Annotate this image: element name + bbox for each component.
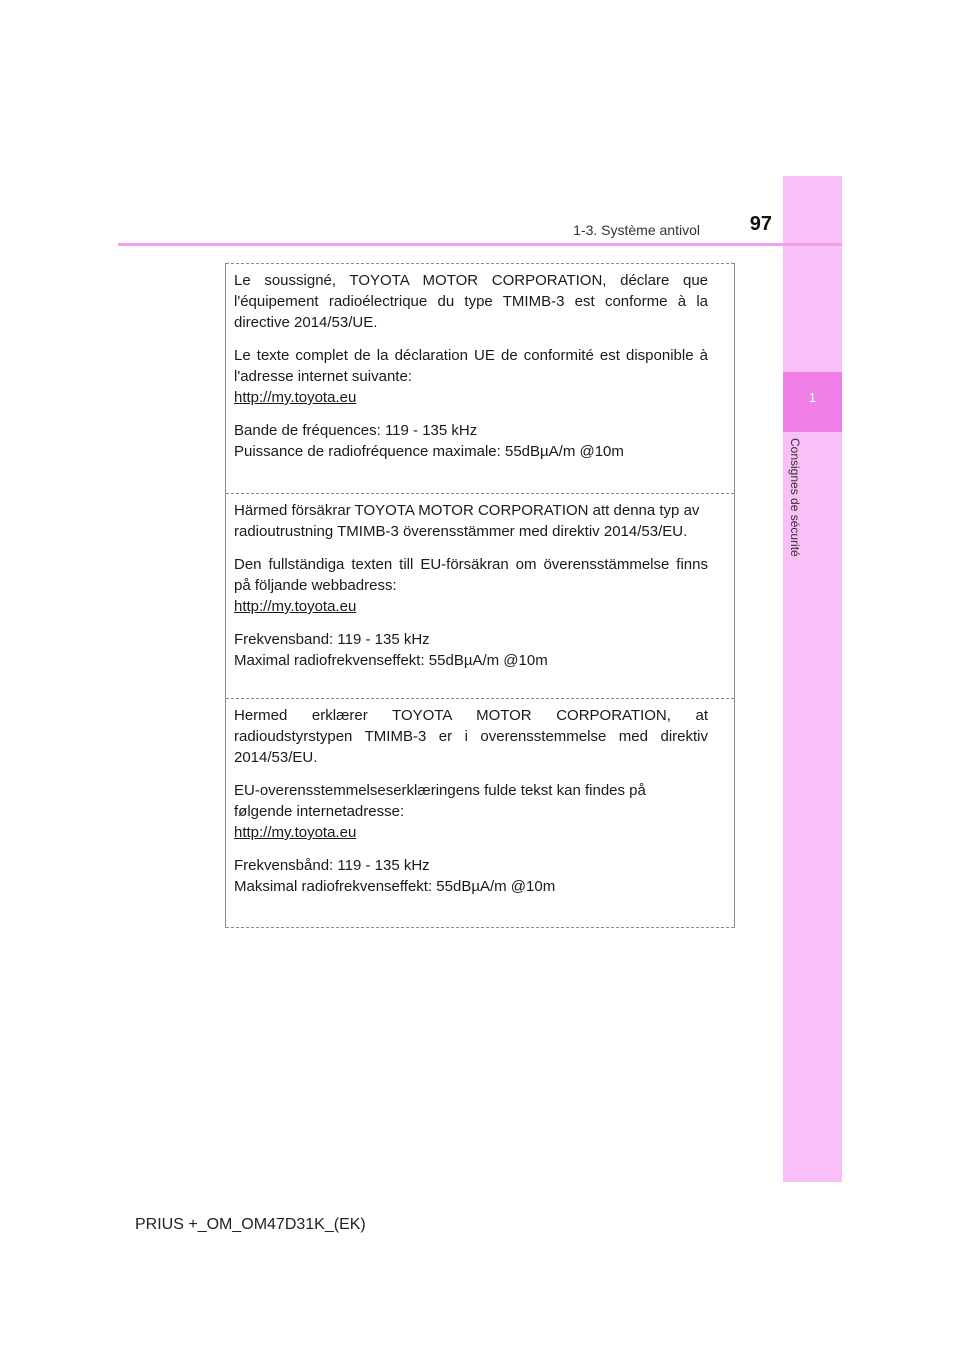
declaration-section-da bbox=[226, 698, 734, 928]
availability-text: Le texte complet de la déclaration UE de conformité est disponible à l'adresse internet suivante: bbox=[234, 347, 708, 385]
chapter-side-tab bbox=[783, 176, 842, 1182]
specs-block bbox=[234, 855, 708, 897]
declaration-text: Hermed erklærer TOYOTA MOTOR CORPORATION, at radioudstyrstypen TMIMB-3 er i overensstemmelse med direktiv 2014/53/EU. bbox=[234, 707, 708, 766]
frequency-band: Bande de fréquences: 119 - 135 kHz bbox=[234, 422, 478, 439]
declaration-url-link[interactable]: http://my.toyota.eu bbox=[234, 389, 357, 406]
page-number: 97 bbox=[749, 213, 772, 235]
document-id: PRIUS +_OM_OM47D31K_(EK) bbox=[135, 1216, 366, 1233]
max-power: Maximal radiofrekvenseffekt: 55dBµA/m @10m bbox=[234, 652, 548, 669]
declaration-url-link[interactable]: http://my.toyota.eu bbox=[234, 598, 357, 615]
declaration-text: Le soussigné, TOYOTA MOTOR CORPORATION, déclare que l'équipement radioélectrique du type TMIMB-3 est conforme à la directive 2014/53/UE. bbox=[234, 272, 708, 331]
specs-block bbox=[234, 629, 708, 671]
availability-block bbox=[234, 554, 708, 617]
chapter-number: 1 bbox=[808, 390, 817, 405]
frequency-band: Frekvensbånd: 119 - 135 kHz bbox=[234, 857, 430, 874]
declaration-url-link[interactable]: http://my.toyota.eu bbox=[234, 824, 357, 841]
declaration-section-sv bbox=[226, 493, 734, 698]
frequency-band: Frekvensband: 119 - 135 kHz bbox=[234, 631, 430, 648]
availability-text: EU-overensstemmelseserklæringens fulde tekst kan findes på følgende internetadresse: bbox=[234, 782, 646, 820]
specs-block bbox=[234, 420, 708, 462]
declaration-box bbox=[225, 263, 735, 928]
availability-text: Den fullständiga texten till EU-försäkran om överensstämmelse finns på följande webbadress: bbox=[234, 556, 708, 594]
header-rule bbox=[118, 243, 842, 246]
chapter-title: Consignes de sécurité bbox=[788, 438, 802, 557]
section-title: 1-3. Système antivol bbox=[573, 222, 700, 238]
max-power: Maksimal radiofrekvenseffekt: 55dBµA/m @10m bbox=[234, 878, 556, 895]
declaration-text: Härmed försäkrar TOYOTA MOTOR CORPORATION att denna typ av radioutrustning TMIMB-3 överensstämmer med direktiv 2014/53/EU. bbox=[234, 502, 700, 540]
availability-block bbox=[234, 780, 708, 843]
availability-block bbox=[234, 345, 708, 408]
max-power: Puissance de radiofréquence maximale: 55dBµA/m @10m bbox=[234, 443, 624, 460]
declaration-section-fr bbox=[226, 263, 734, 493]
